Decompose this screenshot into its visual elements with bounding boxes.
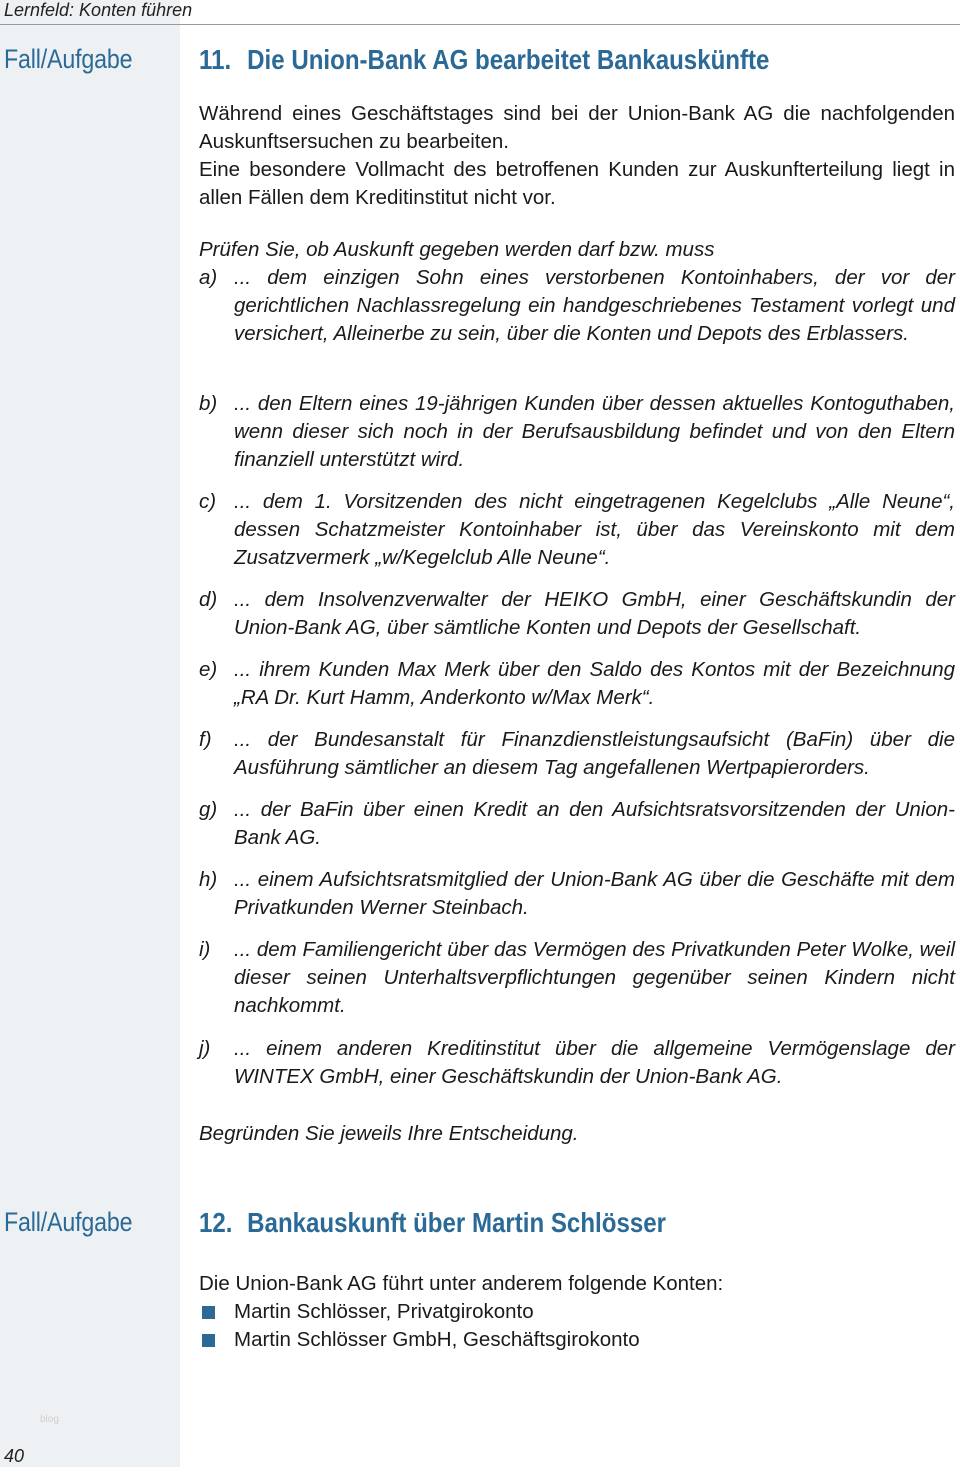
header-rule [0, 24, 960, 25]
list-item-label: g) [199, 798, 218, 821]
task-12-title: Bankauskunft über Martin Schlösser [247, 1207, 666, 1238]
task-12-heading [199, 1207, 666, 1239]
list-item-label: b) [199, 392, 218, 415]
side-label-task-11: Fall/Aufgabe [4, 44, 133, 74]
list-item-label: f) [199, 728, 212, 751]
list-item-text: ... dem 1. Vorsitzenden des nicht eingetragenen Kegelclubs „Alle Neune“, dessen Schatzmeister Kontoinhaber ist, über das Vereinskonto mit dem Zusatzvermerk „w/Kegelclub Alle Neune“. [234, 490, 955, 569]
list-item-text: ... einem Aufsichtsratsmitglied der Union-Bank AG über die Geschäfte mit dem Privatkunden Werner Steinbach. [234, 868, 955, 919]
square-bullet-icon [202, 1334, 215, 1347]
task-11-instruction: Prüfen Sie, ob Auskunft gegeben werden darf bzw. muss [199, 238, 715, 261]
list-item-text: ... der Bundesanstalt für Finanzdienstleistungsaufsicht (BaFin) über die Ausführung sämtlicher an diesem Tag angefallenen Wertpapierorders. [234, 728, 955, 779]
list-item-a [199, 264, 955, 348]
list-item-c [199, 488, 955, 572]
side-label-task-12: Fall/Aufgabe [4, 1207, 133, 1237]
task-11-number: 11. [199, 44, 232, 75]
list-item-j [199, 1035, 955, 1091]
list-item-label: a) [199, 266, 218, 289]
list-item-label: d) [199, 588, 218, 611]
list-item-label: h) [199, 868, 218, 891]
task-11-intro-2: Eine besondere Vollmacht des betroffenen Kunden zur Auskunfterteilung liegt in allen Fällen dem Kreditinstitut nicht vor. [199, 158, 955, 209]
left-margin-column [0, 0, 180, 1467]
list-item-b [199, 390, 955, 474]
running-header: Lernfeld: Konten führen [4, 0, 193, 20]
watermark: blog [40, 1414, 59, 1425]
list-item-d [199, 586, 955, 642]
task-11-title: Die Union-Bank AG bearbeitet Bankauskünfte [247, 44, 770, 75]
list-item-text: ... dem einzigen Sohn eines verstorbenen Kontoinhabers, der vor der gerichtlichen Nachlassregelung ein handgeschriebenes Testament vorlegt und versichert, Alleinerbe zu sein, über die Konten und Depots des Erblassers. [234, 266, 955, 345]
list-item-text: ... der BaFin über einen Kredit an den Aufsichtsratsvorsitzenden der Union-Bank AG. [234, 798, 955, 849]
list-item-text: ... ihrem Kunden Max Merk über den Saldo des Kontos mit der Bezeichnung „RA Dr. Kurt Hamm, Anderkonto w/Max Merk“. [234, 658, 955, 709]
list-item-text: ... dem Insolvenzverwalter der HEIKO GmbH, einer Geschäftskundin der Union-Bank AG, über sämtliche Konten und Depots der Gesellschaft. [234, 588, 955, 639]
bullet-text: Martin Schlösser GmbH, Geschäftsgirokonto [234, 1328, 640, 1351]
list-item-text: ... den Eltern eines 19-jährigen Kunden über dessen aktuelles Kontoguthaben, wenn dieser sich noch in der Berufsausbildung befindet und von den Eltern finanziell unterstützt wird. [234, 392, 955, 471]
square-bullet-icon [202, 1306, 215, 1319]
task-11-heading [199, 44, 769, 76]
list-item-h [199, 866, 955, 922]
list-item-i [199, 936, 955, 1020]
bullet-item [199, 1298, 534, 1326]
list-item-text: ... einem anderen Kreditinstitut über die allgemeine Vermögenslage der WINTEX GmbH, einer Geschäftskundin der Union-Bank AG. [234, 1037, 955, 1088]
task-11-intro: Während eines Geschäftstages sind bei der Union-Bank AG die nachfolgenden Auskunftsersuchen zu bearbeiten. [199, 102, 955, 153]
list-item-g [199, 796, 955, 852]
task-12-number: 12. [199, 1207, 233, 1238]
list-item-f [199, 726, 955, 782]
list-item-label: c) [199, 490, 217, 513]
list-item-text: ... dem Familiengericht über das Vermögen des Privatkunden Peter Wolke, weil dieser seinen Unterhaltsverpflichtungen gegenüber seinen Kindern nicht nachkommt. [234, 938, 955, 1017]
list-item-label: j) [199, 1037, 211, 1060]
list-item-e [199, 656, 955, 712]
bullet-item [199, 1326, 640, 1354]
task-11-closing: Begründen Sie jeweils Ihre Entscheidung. [199, 1122, 579, 1145]
list-item-label: e) [199, 658, 218, 681]
list-item-label: i) [199, 938, 211, 961]
page-number: 40 [4, 1446, 25, 1466]
task-12-intro: Die Union-Bank AG führt unter anderem folgende Konten: [199, 1272, 724, 1295]
bullet-text: Martin Schlösser, Privatgirokonto [234, 1300, 534, 1323]
